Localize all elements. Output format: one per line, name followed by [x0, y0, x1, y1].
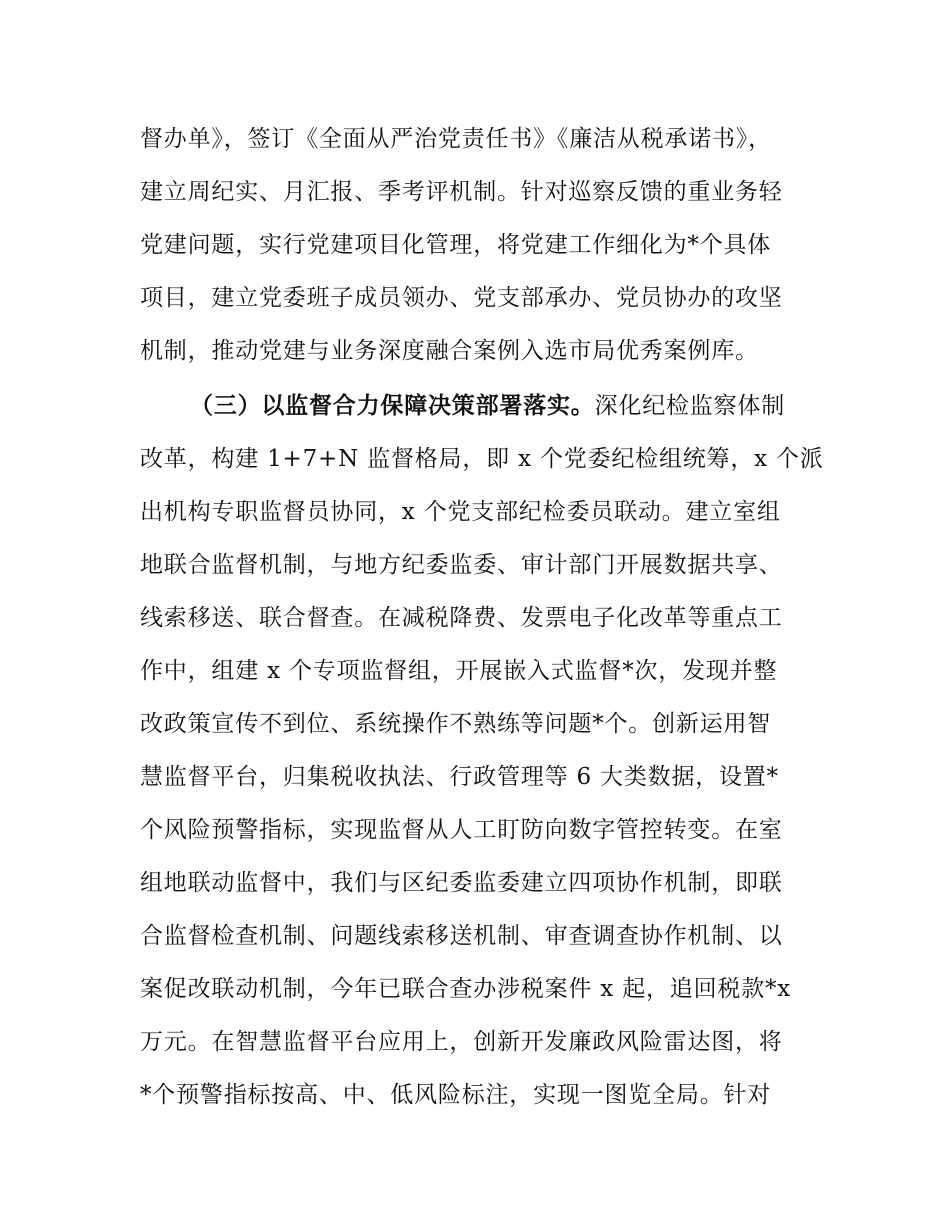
- paragraph-2-line-4: 线索移送、联合督查。在减税降费、发票电子化改革等重点工: [140, 605, 783, 631]
- paragraph-2-line-11: 案促改联动机制，今年已联合查办涉税案件 x 起，追回税款*x: [140, 976, 792, 1002]
- paragraph-1-line-3: 党建问题，实行党建项目化管理，将党建工作细化为*个具体: [140, 232, 772, 258]
- paragraph-2-line-9: 组地联动监督中，我们与区纪委监委建立四项协作机制，即联: [140, 870, 783, 896]
- paragraph-2-line-8: 个风险预警指标，实现监督从人工盯防向数字管控转变。在室: [140, 817, 783, 843]
- paragraph-2-line-13: *个预警指标按高、中、低风险标注，实现一图览全局。针对: [140, 1082, 772, 1108]
- paragraph-1-line-5: 机制，推动党建与业务深度融合案例入选市局优秀案例库。: [140, 338, 759, 364]
- section-heading-bold: （三）以监督合力保障决策部署落实。: [190, 393, 595, 419]
- paragraph-1-line-1: 督办单》，签订《全面从严治党责任书》《廉洁从税承诺书》，: [140, 126, 772, 152]
- paragraph-1-line-4: 项目，建立党委班子成员领办、党支部承办、党员协办的攻坚: [140, 285, 783, 311]
- section-heading-rest: 深化纪检监察体制: [594, 393, 786, 419]
- paragraph-2-line-5: 作中，组建 x 个专项监督组，开展嵌入式监督*次，发现并整: [140, 658, 778, 684]
- section-heading: [190, 395, 830, 418]
- paragraph-1-line-2: 建立周纪实、月汇报、季考评机制。针对巡察反馈的重业务轻: [140, 179, 783, 205]
- paragraph-2-line-10: 合监督检查机制、问题线索移送机制、审查调查协作机制、以: [140, 923, 783, 949]
- paragraph-2-line-3: 地联合监督机制，与地方纪委监委、审计部门开展数据共享、: [140, 552, 783, 578]
- paragraph-2-line-1: 改革，构建 1+7+N 监督格局，即 x 个党委纪检组统筹，x 个派: [140, 446, 824, 472]
- paragraph-2-line-6: 改政策宣传不到位、系统操作不熟练等问题*个。创新运用智: [140, 711, 772, 737]
- paragraph-2-line-12: 万元。在智慧监督平台应用上，创新开发廉政风险雷达图，将: [140, 1029, 783, 1055]
- paragraph-2-line-2: 出机构专职监督员协同，x 个党支部纪检委员联动。建立室组: [140, 499, 781, 525]
- paragraph-2-line-7: 慧监督平台，归集税收执法、行政管理等 6 大类数据，设置*: [140, 764, 779, 790]
